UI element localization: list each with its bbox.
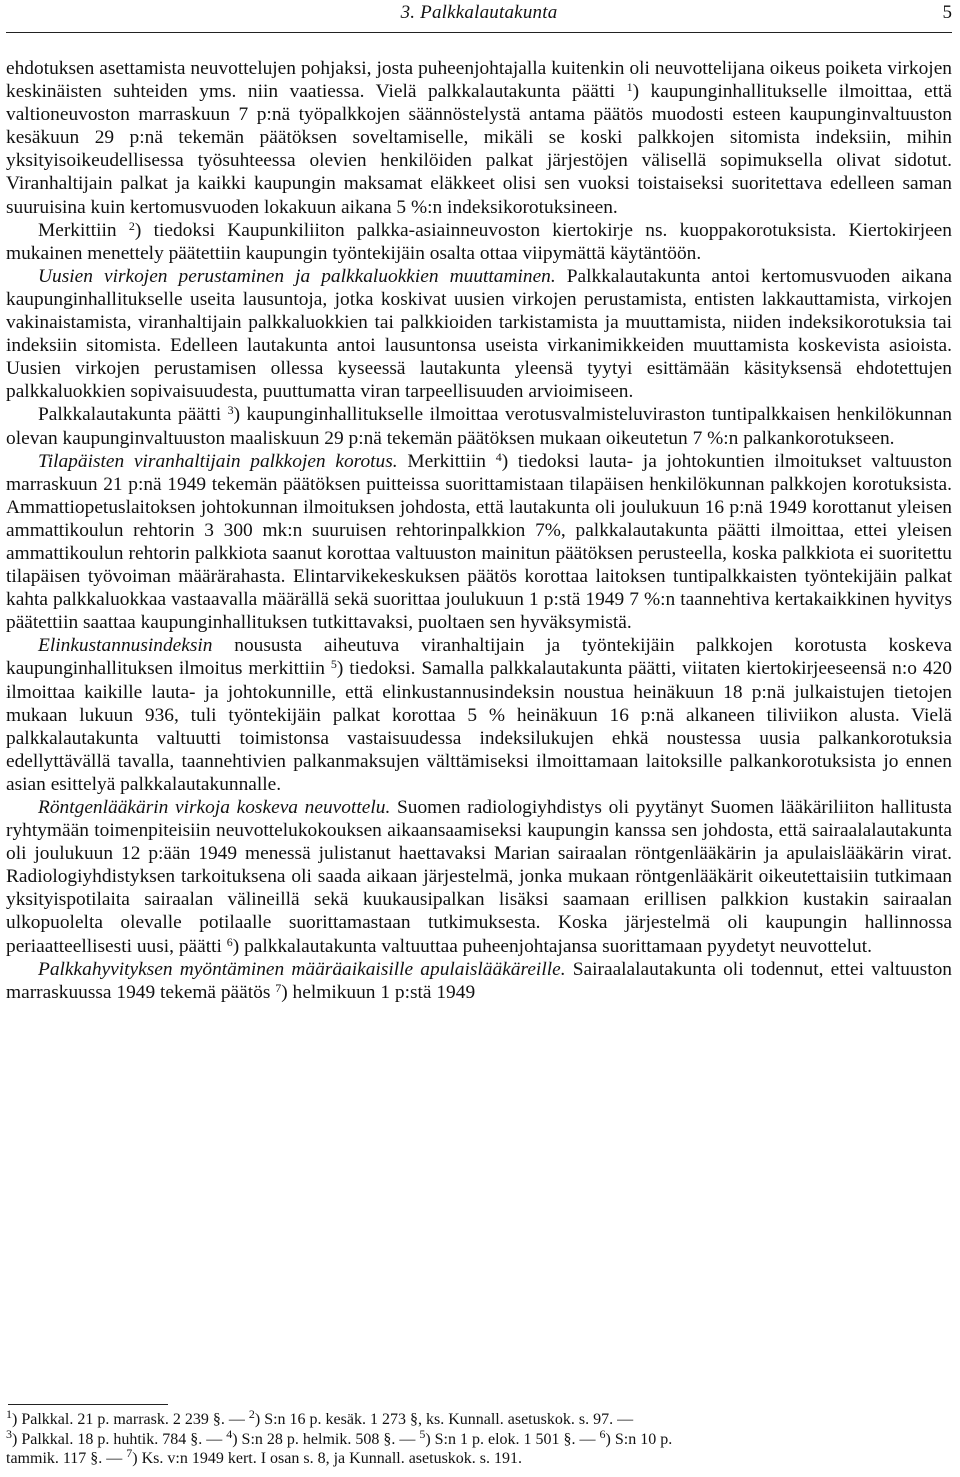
footnote-line — [6, 1407, 952, 1430]
footnote-marker: 2 — [248, 1407, 255, 1421]
footnote-marker: 4 — [495, 449, 502, 464]
text-run: ) tiedoksi lauta- ja johtokuntien ilmoitukset valtuuston marraskuun 21 p:nä 1949 tekemän päätöksen puitteissa suorittamistaan tilapäisen henkilökunnan palkkojen korotuksista. Ammattiopetuslaitoksen johtokunnan ilmoituksen johdosta, että lautakunta oli joulukuun 16 p:nä 1949 korottanut yleisen ammattikoulun rehtorin 3 300 mk:n suuruisen rehtorinpalkkion 7%, palkkalautakunta päätti ilmoittaa, ettei yleisen ammattikoulun rehtorin palkkiota saanut korottaa valtuuston mainitun päätöksen perusteella, koska palkkiota ei suoritettu tilapäisen työvoiman määrärahasta. Elintarvikekeskuksen päätös korottaa laitoksen tuntipalkkaisten työntekijäin palkat kahta palkkaluokkaa vastaavalla määrällä sekä suorittaa joulukuun 1 p:stä 1949 7 %:n taannehtiva kertakaikkinen hyvitys päätettiin saattaa kaupunginhallituksen tutkittavaksi, puoltaen sen hyväksymistä. — [6, 450, 952, 634]
paragraph — [6, 634, 952, 796]
paragraph — [6, 265, 952, 404]
page-number: 5 — [942, 2, 952, 23]
footnote-marker: 1 — [626, 80, 633, 95]
text-run: ) helmikuun 1 p:stä 1949 — [281, 981, 476, 1003]
text-run: ) Palkkal. 21 p. marrask. 2 239 §. — — [12, 1411, 249, 1428]
text-run: ) S:n 10 p. — [605, 1430, 673, 1448]
text-run: Sairaalalautakunta oli todennut, ettei valtuuston marraskuussa 1949 tekemä päätös — [6, 958, 952, 1003]
paragraph — [6, 796, 952, 958]
text-run: ) Palkkal. 18 p. huhtik. 784 §. — — [12, 1430, 227, 1448]
footnote-marker: 3 — [227, 403, 234, 418]
text-run: Merkittiin — [38, 219, 129, 241]
footnote-marker: 5 — [330, 657, 337, 672]
footnotes — [6, 1407, 952, 1469]
footnote-line — [6, 1426, 952, 1450]
footnote-divider — [8, 1404, 168, 1405]
section-heading: Röntgenlääkärin virkoja koskeva neuvottelu. — [38, 797, 391, 818]
text-run: ) kaupunginhallitukselle ilmoittaa verotusvalmisteluviraston tuntipalkkaisen henkilökunnan olevan kaupunginvaltuuston maaliskuun 29 p:nä tekemän päätöksen mukaan oikeutetun 7 %:n palkankorotukseen. — [6, 404, 952, 449]
text-run: Palkkalautakunta päätti — [38, 404, 228, 426]
footnote-line — [6, 1446, 952, 1469]
text-run: ) palkkalautakunta valtuuttaa puheenjohtajansa suorittamaan pyydetyt neuvottelut. — [232, 935, 872, 957]
footnote-marker: 5 — [419, 1426, 426, 1441]
page-header — [6, 2, 952, 33]
footnote-marker: 6 — [599, 1426, 606, 1441]
footnote-marker: 2 — [128, 218, 135, 233]
text-run: ) S:n 28 p. helmik. 508 §. — — [232, 1430, 420, 1448]
footnote-marker: 1 — [6, 1407, 12, 1421]
text-run: ehdotuksen asettamista neuvottelujen pohjaksi, josta puheenjohtajalla kuitenkin oli neuvottelijana oikeus poiketa virkojen keskinäisten suhteiden yms. niin vaatiessa. Vielä palkkalautakunta päätti — [6, 58, 952, 103]
text-run: Palkkalautakunta antoi kertomusvuoden aikana kaupunginhallitukselle useita lausuntoja, jotka koskivat uusien virkojen perustamista, entisten lakkauttamista, virkojen vakinaistamista, viranhaltijain palkkaluokkien tai palkkioiden tarkistamista ja muuttamista, niiden indeksikorotuksia tai indeksiin sitomista. Edelleen lautakunta antoi lausuntonsa useista virkanimikkeiden muuttamista koskevista asioista. Uusien virkojen perustamisen ollessa kyseessä lautakunta yleensä tyytyi esittämään käsityksensä ehdotettujen palkkaluokkien sopivaisuudesta, puuttumatta viran tarpeellisuuden arvioimiseen. — [6, 265, 953, 403]
paragraph — [6, 958, 952, 1004]
section-heading: Tilapäisten viranhaltijain palkkojen korotus. — [38, 450, 398, 472]
footnote-marker: 4 — [226, 1426, 233, 1441]
section-heading: Uusien virkojen perustaminen ja palkkaluokkien muuttaminen. — [38, 265, 556, 287]
footnote-marker: 3 — [6, 1426, 12, 1441]
footnote-marker: 7 — [275, 980, 282, 995]
running-title: 3. Palkkalautakunta — [400, 2, 558, 23]
text-run: tammik. 117 §. — — [6, 1450, 127, 1467]
text-run: Merkittiin — [397, 450, 496, 472]
text-run: ) tiedoksi Kaupunkiliiton palkka-asiainneuvoston kiertokirje ns. kuoppakorotuksista. Kiertokirjeen mukainen menettely päätettiin kaupungin työntekijäin osalta ottaa viipymättä käytäntöön. — [6, 219, 952, 264]
text-run: ) tiedoksi. Samalla palkkalautakunta päätti, viitaten kiertokirjeeseensä n:o 420 ilmoittaa kaikille lauta- ja johtokunnille, että elinkustannusindeksin noustua heinäkuun 18 p:nä julkaistujen tietojen mukaan lukuun 936, tuli työntekijäin palkat korottaa 5 % heinäkuun 16 p:nä alkaneen tiliviikon alusta. Vielä palkkalautakunta valtuutti toimistonsa vastaisuudessa indeksilukujen ehkä noustessa uusia palkankorotuksia edellyttävällä tavalla, taannehtivien palkanmaksujen välttämiseksi ilmoittamaan laitoksille palkankorotuksista jo ennen asian esittelyä palkkalautakunnalle. — [6, 658, 952, 795]
section-heading: Palkkahyvityksen myöntäminen määräaikaisille apulaislääkäreille. — [38, 958, 566, 980]
text-run: noususta aiheutuva viranhaltijain ja työntekijäin palkkojen korotusta koskeva kaupunginhallituksen ilmoitus merkittiin — [6, 635, 952, 680]
paragraph — [6, 57, 952, 219]
text-run: ) kaupunginhallitukselle ilmoittaa, että valtioneuvoston marraskuun 7 p:nä työpalkkojen säännöstelystä antama päätös muodosti esteen kaupunginvaltuuston kesäkuun 29 p:nä tekemän päätöksen soveltamiselle, mikäli se koski palkkojen sitomista indeksiin, mihin yksityisoikeudellisessa työsuhteessa olevien henkilöiden palkat järjestöjen välisellä sopimuksella olivat sidotut. Viranhaltijain palkat ja kaikki kaupungin maksamat eläkkeet olisi sen vuoksi toistaiseksi suoritettava edelleen saman suuruisina kuin kertomusvuoden lokakuun aikana 5 %:n indeksikorotuksineen. — [6, 81, 952, 218]
text-run: ) Ks. v:n 1949 kert. I osan s. 8, ja Kunnall. asetuskok. s. 191. — [132, 1450, 523, 1467]
text-run: ) S:n 1 p. elok. 1 501 §. — — [425, 1430, 600, 1448]
footnote-marker: 7 — [126, 1446, 133, 1460]
text-run: ) S:n 16 p. kesäk. 1 273 §, ks. Kunnall. asetuskok. s. 97. — — [254, 1411, 634, 1428]
footnote-marker: 6 — [226, 934, 233, 949]
body-text — [6, 57, 952, 1004]
paragraph — [6, 450, 952, 635]
paragraph — [6, 219, 952, 265]
paragraph — [6, 403, 952, 449]
section-heading: Elinkustannusindeksin — [38, 635, 213, 657]
text-run: Suomen radiologiyhdistys oli pyytänyt Suomen lääkäriliiton hallitusta ryhtymään toimenpiteisiin neuvottelukokouksen aikaansaamiseksi kaupungin kanssa sen johdosta, että sairaalalautakunta oli joulukuun 12 p:ään 1949 menessä julistanut haettavaksi Marian sairaalan röntgenlääkärin ja apulaislääkärin virat. Radiologiyhdistyksen tarkoituksena oli saada aikaan järjestelmä, jonka mukaan röntgenlääkärit oikeutettaisiin tutkimaan yksityispotilaita sairaalan välineillä sekä kuukausipalkan lisäksi saamaan erillisen palkkion kustakin sairaalan ulkopuolelta olevalle potilaalle suorittamastaan tutkimuksesta. Koska järjestelmä oli kaupungin hallinnossa periaatteellisesti uusi, päätti — [6, 797, 952, 957]
